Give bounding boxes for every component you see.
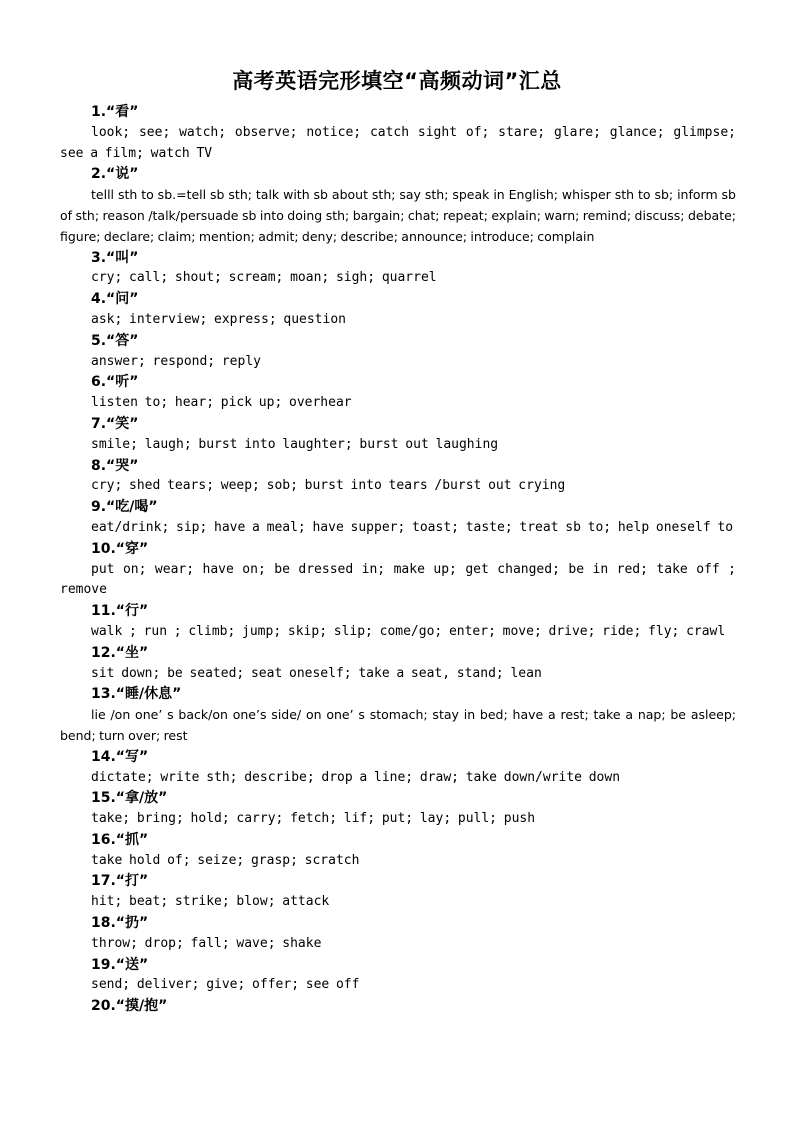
- section-heading: 16.“抓”: [91, 831, 149, 848]
- section-heading: 3.“叫”: [91, 249, 139, 266]
- section-heading: 9.“吃/喝”: [91, 499, 158, 516]
- section-text: cry; shed tears; weep; sob; burst into tears /burst out crying: [91, 478, 566, 494]
- section-heading: 1.“看”: [91, 104, 139, 120]
- section-heading: 20.“摸/抱”: [91, 998, 168, 1015]
- section-heading: 17.“打”: [91, 873, 149, 890]
- document-title: 高考英语完形填空“高频动词”汇总: [232, 69, 562, 93]
- section-text: send; deliver; give; offer; see off: [91, 977, 360, 993]
- section-10: [60, 539, 736, 601]
- section-14: [60, 747, 736, 789]
- section-17: [60, 871, 736, 913]
- section-heading: 15.“拿/放”: [91, 790, 168, 807]
- section-heading: 10.“穿”: [91, 540, 149, 557]
- section-text: dictate; write sth; describe; drop a line; draw; take down/write down: [91, 769, 621, 785]
- section-heading: 18.“扔”: [91, 915, 149, 932]
- section-6: [60, 372, 736, 414]
- section-heading: 11.“行”: [91, 603, 149, 620]
- section-heading: 8.“哭”: [91, 457, 139, 474]
- section-heading: 13.“睡/休息”: [91, 686, 182, 703]
- section-text: smile; laugh; burst into laughter; burst out laughing: [91, 436, 499, 452]
- section-19: [60, 955, 736, 997]
- section-text: take hold of; seize; grasp; scratch: [91, 852, 360, 868]
- section-text: throw; drop; fall; wave; shake: [91, 935, 322, 951]
- section-heading: 7.“笑”: [91, 415, 139, 432]
- section-text: take; bring; hold; carry; fetch; lif; put; lay; pull; push: [91, 811, 536, 827]
- section-12: [60, 643, 736, 685]
- section-8: [60, 456, 736, 498]
- section-heading: 5.“答”: [91, 332, 139, 349]
- section-20: [60, 996, 736, 1017]
- section-heading: 2.“说”: [91, 166, 139, 183]
- section-text: listen to; hear; pick up; overhear: [91, 395, 352, 411]
- section-text: cry; call; shout; scream; moan; sigh; quarrel: [91, 270, 437, 286]
- document-body: [60, 102, 736, 1017]
- section-11: [60, 601, 736, 643]
- section-text: put on; wear; have on; be dressed in; make up; get changed; be in red; take off ; remove: [60, 561, 736, 598]
- section-13: [60, 684, 736, 746]
- section-15: [60, 788, 736, 830]
- section-heading: 14.“写”: [91, 748, 149, 765]
- section-heading: 4.“问”: [91, 291, 139, 308]
- section-4: [60, 289, 736, 331]
- section-7: [60, 414, 736, 456]
- section-16: [60, 830, 736, 872]
- section-1: [60, 102, 736, 164]
- section-heading: 12.“坐”: [91, 644, 149, 661]
- section-text: look; see; watch; observe; notice; catch sight of; stare; glare; glance; glimpse; see a film; watch TV: [60, 124, 736, 161]
- section-text: sit down; be seated; seat oneself; take a seat, stand; lean: [91, 665, 542, 681]
- section-text: lie /on one’ s back/on one’s side/ on one’ s stomach; stay in bed; have a rest; take a nap; be asleep; bend; turn over; rest: [60, 707, 736, 743]
- section-text: ask; interview; express; question: [91, 311, 346, 327]
- section-2: [60, 164, 736, 247]
- section-heading: 19.“送”: [91, 956, 149, 973]
- section-text: answer; respond; reply: [91, 353, 261, 369]
- section-text: walk ; run ; climb; jump; skip; slip; come/go; enter; move; drive; ride; fly; crawl: [91, 623, 726, 639]
- section-5: [60, 331, 736, 373]
- section-18: [60, 913, 736, 955]
- section-text: hit; beat; strike; blow; attack: [91, 894, 330, 910]
- section-heading: 6.“听”: [91, 374, 139, 391]
- section-3: [60, 248, 736, 290]
- section-9: [60, 497, 736, 539]
- section-text: telll sth to sb.=tell sb sth; talk with sb about sth; say sth; speak in English; whisper sth to sb; inform sb of sth; reason /talk/persuade sb into doing sth; bargain; chat; repeat; explain; warn; remind; discuss; debate; figure; declare; claim; mention; admit; deny; describe; announce; introduce; complain: [60, 187, 736, 244]
- section-text: eat/drink; sip; have a meal; have supper; toast; taste; treat sb to; help oneself to: [91, 519, 734, 535]
